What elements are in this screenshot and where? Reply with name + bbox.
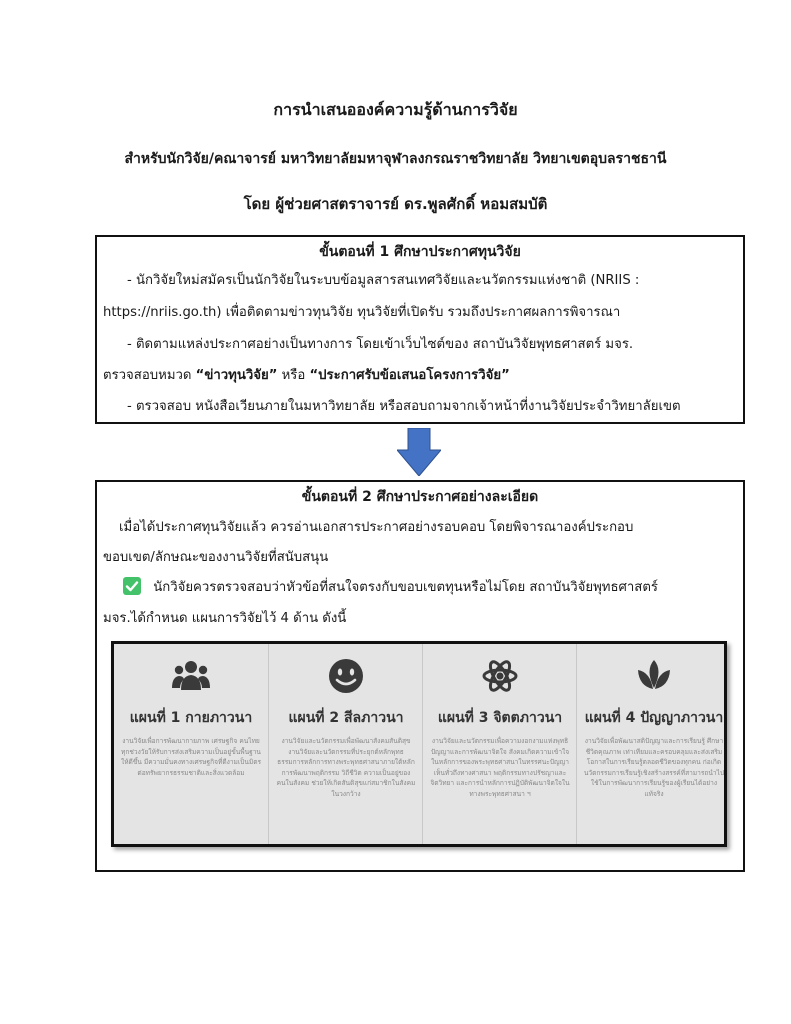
people-icon <box>171 656 211 696</box>
plan-2-title: แผนที่ 2 สีลภาวนา <box>288 710 404 726</box>
checkmark-icon <box>123 577 141 595</box>
step1-bullet1-line2: https://nriis.go.th) เพื่อติดตามข่าวทุนวิจัย ทุนวิจัยที่เปิดรับ รวมถึงประกาศผลการพิจารณา <box>103 305 621 320</box>
plan-card-3 <box>422 644 577 844</box>
plan-4-desc: งานวิจัยเพื่อพัฒนาสติปัญญาและการเรียนรู้ ศึกษาชีวิตคุณภาพ เท่าเทียมและครอบคลุมและส่งเสริมโอกาสในการเรียนรู้ตลอดชีวิตของทุกคน ก่อเกิดนวัตกรรมการเรียนรู้เชิงสร้างสรรค์ที่สามารถนำไปใช้ในการพัฒนาการเรียนรู้ของผู้เรียนได้อย่างแท้จริง <box>583 737 725 798</box>
step2-para1-line1: เมื่อได้ประกาศทุนวิจัยแล้ว ควรอ่านเอกสารประกาศอย่างรอบคอบ โดยพิจารณาองค์ประกอบ <box>119 520 634 535</box>
atom-icon <box>480 656 520 696</box>
author-line: โดย ผู้ช่วยศาสตราจารย์ ดร.พูลศักดิ์ หอมสมบัติ <box>243 195 548 213</box>
smiley-icon <box>326 656 366 696</box>
research-plans-panel <box>111 641 727 847</box>
plan-3-title: แผนที่ 3 จิตตภาวนา <box>437 710 563 726</box>
page-subtitle: สำหรับนักวิจัย/คณาจารย์ มหาวิทยาลัยมหาจุฬาลงกรณราชวิทยาลัย วิทยาเขตอุบลราชธานี <box>124 151 667 167</box>
proposal-category: “ประกาศรับข้อเสนอโครงการวิจัย” <box>309 368 510 383</box>
page-title: การนำเสนอองค์ความรู้ด้านการวิจัย <box>273 100 518 119</box>
step1-box <box>95 235 745 424</box>
step1-bullet1-line1: - นักวิจัยใหม่สมัครเป็นนักวิจัยในระบบข้อมูลสารสนเทศวิจัยและนวัตกรรมแห่งชาติ (NRIIS : <box>127 273 640 288</box>
step2-title: ขั้นตอนที่ 2 ศึกษาประกาศอย่างละเอียด <box>301 489 539 505</box>
down-arrow-icon <box>397 428 441 476</box>
step2-box <box>95 480 745 872</box>
lotus-icon <box>634 656 674 696</box>
plan-3-desc: งานวิจัยและนวัตกรรมเพื่อความงอกงามแห่งพุทธิปัญญาและการพัฒนาจิตใจ สังคมเกิดความเข้าใจในหลักการของพระพุทธศาสนาในทรรศนะปัญญาเห็นทั่วถึงทางศาสนา พฤติกรรมทางปรัชญาและจิตวิทยา และการนำหลักการปฏิบัติพัฒนาจิตใจในทางพระพุทธศาสนา ฯ <box>430 737 570 798</box>
plan-card-4 <box>576 644 731 844</box>
step1-bullet2-line2 <box>103 364 510 385</box>
plan-1-desc: งานวิจัยเพื่อการพัฒนากายภาพ เศรษฐกิจ คนไทยทุกช่วงวัยให้รับการส่งเสริมความเป็นอยู่ขั้นพื้นฐานให้ดีขึ้น มีความมั่นคงทางเศรษฐกิจที่ดีงามเป็นมิตรต่อทรัพยากรธรรมชาติและสิ่งแวดล้อม <box>120 737 262 777</box>
plan-1-title: แผนที่ 1 กายภาวนา <box>129 710 253 726</box>
plan-4-title: แผนที่ 4 ปัญญาภาวนา <box>584 710 724 726</box>
step2-para2-line1 <box>123 576 658 597</box>
step1-bullet2-or: หรือ <box>277 368 310 383</box>
step1-bullet3-line1: - ตรวจสอบ หนังสือเวียนภายในมหาวิทยาลัย หรือสอบถามจากเจ้าหน้าที่งานวิจัยประจำวิทยาลัยเขต <box>127 399 681 414</box>
news-category: “ข่าวทุนวิจัย” <box>195 368 278 383</box>
plan-card-1 <box>114 644 268 844</box>
step2-para2-line2: มจร.ได้กำหนด แผนการวิจัยไว้ 4 ด้าน ดังนี้ <box>103 611 347 626</box>
step1-bullet2-line1: - ติดตามแหล่งประกาศอย่างเป็นทางการ โดยเข้าเว็บไซต์ของ สถาบันวิจัยพุทธศาสตร์ มจร. <box>127 337 634 352</box>
plan-2-desc: งานวิจัยและนวัตกรรมเพื่อพัฒนาสังคมสันติสุข งานวิจัยและนวัตกรรมที่ประยุกต์หลักพุทธธรรมการหลักการทางพระพุทธศาสนาภายใต้หลักการพัฒนาพฤติกรรม วิถีชีวิต ความเป็นอยู่ของคนในสังคม ช่วยให้เกิดสันติสุขแก่สมาชิกในสังคมในวงกว้าง <box>276 737 416 798</box>
step2-para2-text: นักวิจัยควรตรวจสอบว่าหัวข้อที่สนใจตรงกับขอบเขตทุนหรือไม่โดย สถาบันวิจัยพุทธศาสตร์ <box>153 580 658 595</box>
step2-para1-line2: ขอบเขต/ลักษณะของงานวิจัยที่สนับสนุน <box>103 550 329 565</box>
plan-card-2 <box>268 644 423 844</box>
step1-bullet2-prefix: ตรวจสอบหมวด <box>103 368 196 383</box>
step1-title: ขั้นตอนที่ 1 ศึกษาประกาศทุนวิจัย <box>319 244 521 260</box>
